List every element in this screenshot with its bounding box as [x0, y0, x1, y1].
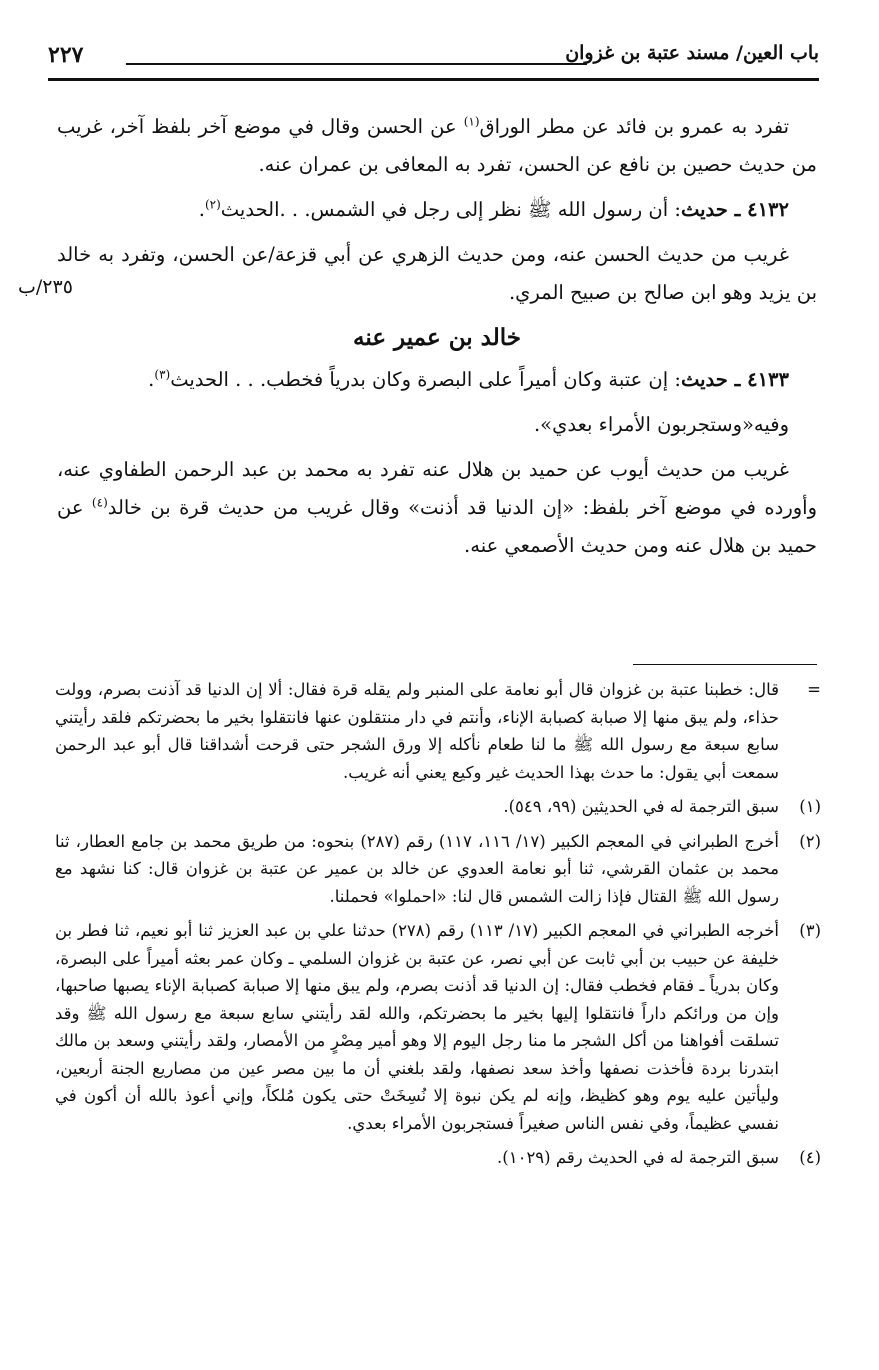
paragraph — [57, 108, 817, 184]
hadith-entry — [57, 361, 817, 399]
hadith-text: : إن عتبة وكان أميراً على البصرة وكان بدرياً فخطب. . . الحديث — [170, 368, 681, 391]
running-title: باب العين/ مسند عتبة بن غزوان — [565, 42, 819, 64]
hadith-end: . — [198, 198, 205, 221]
header-rule — [126, 63, 587, 65]
page-number: ٢٢٧ — [48, 42, 84, 68]
footnote-text: أخرجه الطبراني في المعجم الكبير (١٧/ ١١٣) رقم (٢٧٨) حدثنا علي بن عبد العزيز ثنا أبو نعيم، ثنا فطر بن خليفة عن حبيب بن أبي ثابت عن أبي نصر، عن عتبة بن غزوان السلمي ـ وكان عمر بعثه أميراً على البصرة، وكان بدرياً ـ فقام فخطب فقال: إن الدنيا قد أذنت بصرم، ولم يبق منها إلا صبابة كصبابة الإناء يصبها صاحبها، وإن من ورائكم داراً فانتقلوا إليها بخير ما بحضرتكم، والله لقد رأيتني سابع سبعة مع رسول الله ﷺ وقد تسلقت أفواهنا من أكل الشجر ما منا رجل اليوم إلا وهو أمير مِصْرٍ من الأمصار، ولقد رأيتني وسعد بن مالك ابتدرنا بردة فأخذت نصفها وأخذ سعد نصفها، ولقد بلغني أن ما بين مصر عين من مصاريع الجنة أربعين، وليأتين عليه يوم وهو كظيظ، وإنه لم يكن نبوة إلا نُسِخَتْ حتى يكون مُلكاً، وإني أعوذ بالله أن أكون في نفسي عظيماً، وفي نفس الناس صغيراً فستجربون الأمراء بعدي. — [55, 921, 780, 1133]
footnote-text: سبق الترجمة له في الحديث رقم (١٠٢٩). — [497, 1148, 779, 1167]
hadith-number: ٤١٣٢ — [747, 198, 789, 221]
paragraph-text: عن حميد بن هلال عنه ومن حديث الأصمعي عنه. — [57, 496, 817, 557]
footnote-mark: = — [807, 680, 821, 699]
footnote-ref: (٣) — [154, 367, 171, 382]
hadith-label: ـ حديث — [680, 198, 748, 221]
footnote-mark: (١) — [799, 797, 821, 816]
footnote-text: قال: خطبنا عتبة بن غزوان قال أبو نعامة على المنبر ولم يقله قرة فقال: ألا إن الدنيا قد آذنت بصرم، وولت حذاء، ولم يبق منها إلا صبابة كصبابة الإناء، وأنتم في دار منتقلون عنها فانتقلوا بخير ما بحضرتكم فلقد رأيتني سابع سبعة مع رسول الله ﷺ ما لنا طعام نأكله إلا ورق الشجر حتى قرحت أشداقنا قال أبو عبد الرحمن سمعت أبي يقول: ما حدث بهذا الحديث غير وكيع يعني أنه غريب. — [55, 680, 779, 782]
footnotes — [55, 676, 821, 1179]
footnote-ref: (٢) — [204, 197, 221, 212]
footnote — [55, 676, 821, 786]
header-divider — [48, 78, 819, 81]
footnote — [55, 917, 821, 1137]
footnote-text: سبق الترجمة له في الحديثين (٩٩، ٥٤٩). — [503, 797, 779, 816]
section-heading: خالد بن عمير عنه — [353, 324, 521, 351]
hadith-end: . — [148, 368, 155, 391]
paragraph: غريب من حديث الحسن عنه، ومن حديث الزهري عن أبي قزعة/عن الحسن، وتفرد به خالد بن يزيد وهو ابن صالح بن صبيح المري. — [57, 243, 817, 304]
footnote-mark: (٣) — [799, 921, 821, 940]
footnote — [55, 793, 821, 821]
paragraph-text: عن الحسن وقال في موضع آخر بلفظ آخر، غريب من حديث حصين بن نافع عن الحسن، تفرد به المعافى بن عمران عنه. — [57, 115, 817, 176]
footnote-ref: (١) — [463, 114, 480, 129]
hadith-number: ٤١٣٣ — [747, 368, 789, 391]
main-text — [57, 108, 817, 572]
footnote — [55, 828, 821, 911]
paragraph — [57, 451, 817, 565]
paragraph-text: تفرد به عمرو بن فائد عن مطر الوراق — [479, 115, 790, 138]
page-header — [48, 36, 819, 76]
hadith-label: ـ حديث — [680, 368, 748, 391]
footnote-ref: (٤) — [91, 495, 108, 510]
margin-folio-note: ٢٣٥/ب — [18, 276, 73, 298]
footnote-mark: (٤) — [799, 1148, 821, 1167]
footnote — [55, 1144, 821, 1172]
paragraph-text: غريب من حديث أيوب عن حميد بن هلال عنه تفرد به محمد بن عبد الرحمن الطفاوي عنه، وأورده في موضع آخر بلفظ: «إن الدنيا قد أذنت» وقال غريب من حديث قرة بن خالد — [57, 458, 817, 519]
footnote-text: أخرج الطبراني في المعجم الكبير (١٧/ ١١٦، ١١٧) رقم (٢٨٧) بنحوه: من طريق محمد بن جامع العطار، ثنا محمد بن عثمان القرشي، ثنا أبو نعامة العدوي عن خالد بن عمير عن عتبة بن غزوان قال: كنا نشهد مع رسول الله ﷺ القتال فإذا زالت الشمس قال لنا: «احملوا» فحملنا. — [55, 831, 779, 906]
hadith-entry — [57, 191, 817, 229]
paragraph: وفيه«وستجربون الأمراء بعدي». — [533, 413, 789, 436]
footnote-separator — [633, 664, 817, 665]
footnote-mark: (٢) — [799, 831, 821, 851]
hadith-text: : أن رسول الله ﷺ نظر إلى رجل في الشمس. . .الحديث — [220, 198, 681, 221]
